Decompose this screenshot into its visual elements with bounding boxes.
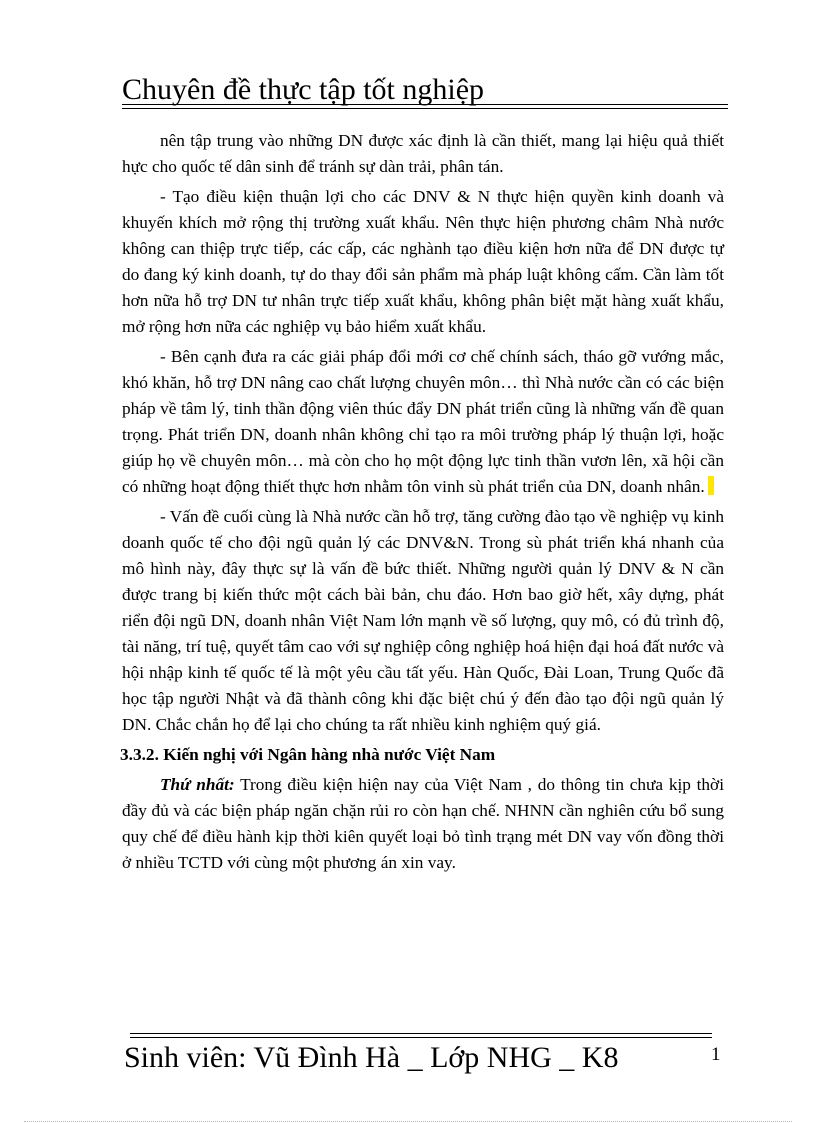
- paragraph-1: nên tập trung vào những DN được xác định là cần thiết, mang lại hiệu quả thiết hực cho quốc tế dân sinh để tránh sự dàn trải, phân tán.: [122, 131, 724, 176]
- paragraph-3-text: - Bên cạnh đưa ra các giải pháp đổi mới cơ chế chính sách, tháo gỡ vướng mắc, khó khăn, hỗ trợ DN nâng cao chất lượng chuyên môn… thì Nhà nước cần có các biện pháp về tâm lý, tinh thần động viên thúc đẩy DN phát triển cũng là những vấn đề quan trọng. Phát triển DN, doanh nhân không chỉ tạo ra môi trường pháp lý thuận lợi, hoặc giúp họ về chuyên môn… mà còn cho họ một động lực tinh thần vươn lên, xã hội cần có những hoạt động thiết thực hơn nhằm tôn vinh sù phát triển của DN, doanh nhân.: [122, 347, 724, 496]
- paragraph-5: [122, 772, 724, 876]
- paragraph-5-text: Trong điều kiện hiện nay của Việt Nam , do thông tin chưa kịp thời đầy đủ và các biện pháp ngăn chặn rủi ro còn hạn chế. NHNN cần nghiên cứu bổ sung quy chế để điều hành kịp thời kiên quyết loại bỏ tình trạng mét DN vay vốn đồng thời ở nhiều TCTD với cùng một phương án xin vay.: [122, 775, 725, 872]
- footer-rule-bottom: [130, 1037, 712, 1038]
- paragraph-3: [122, 344, 724, 500]
- document-body: [122, 128, 724, 876]
- section-heading: 3.3.2. Kiến nghị với Ngân hàng nhà nước Việt Nam: [120, 745, 496, 764]
- header-rule-bottom: [122, 108, 728, 109]
- paragraph-2: - Tạo điều kiện thuận lợi cho các DNV & N thực hiện quyền kinh doanh và khuyến khích mở rộng thị trường xuất khẩu. Nên thực hiện phương châm Nhà nước không can thiệp trực tiếp, các cấp, các nghành tạo điều kiện hơn nữa để DN được tự do đang ký kinh doanh, tự do thay đổi sản phẩm mà pháp luật không cấm. Cần làm tốt hơn nữa hỗ trợ DN tư nhân trực tiếp xuất khẩu, không phân biệt mặt hàng xuất khẩu, mở rộng hơn nữa các nghiệp vụ bảo hiểm xuất khẩu.: [122, 187, 724, 336]
- page-number: 1: [711, 1044, 721, 1065]
- footer-text: Sinh viên: Vũ Đình Hà _ Lớp NHG _ K8: [124, 1041, 619, 1074]
- text-cursor-highlight: [708, 476, 714, 495]
- footer-rule-top: [130, 1033, 712, 1034]
- paragraph-5-lead: Thứ nhất:: [160, 775, 235, 794]
- header-title: Chuyên đề thực tập tốt nghiệp: [122, 73, 485, 106]
- page-edge-divider: [24, 1121, 792, 1122]
- paragraph-4: - Vấn đề cuối cùng là Nhà nước cần hỗ trợ, tăng cường đào tạo về nghiệp vụ kinh doanh quốc tế cho đội ngũ quản lý các DNV&N. Trong sù phát triển khá nhanh của mô hình này, đây thực sự là vấn đề bức thiết. Những người quản lý DNV & N cần được trang bị kiến thức một cách bài bản, chu đáo. Hơn bao giờ hết, xây dựng, phát riển đội ngũ DN, doanh nhân Việt Nam lớn mạnh về số lượng, quy mô, có đủ trình độ, tài năng, trí tuệ, quyết tâm cao với sự nghiệp công nghiệp hoá hiện đại hoá đất nước và hội nhập kinh tế quốc tế là một yêu cầu tất yếu. Hàn Quốc, Đài Loan, Trung Quốc đã học tập người Nhật và đã thành công khi đặc biệt chú ý đến đào tạo đội ngũ quản lý DN. Chắc chắn họ để lại cho chúng ta rất nhiều kinh nghiệm quý giá.: [122, 507, 724, 734]
- header-rule-top: [122, 104, 728, 105]
